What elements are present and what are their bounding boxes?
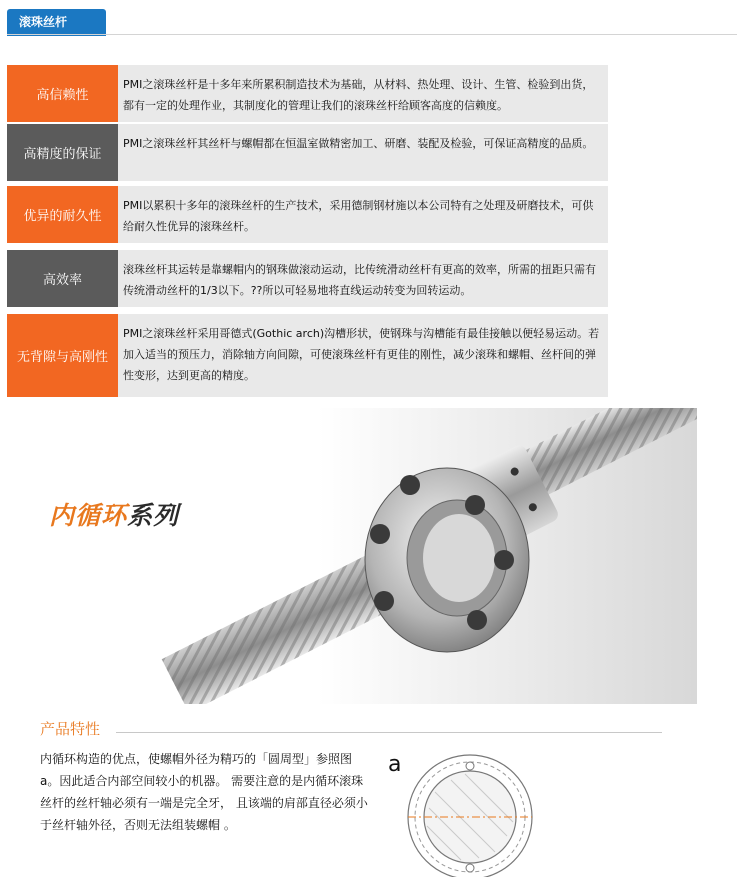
section-divider	[116, 732, 662, 733]
tab-ball-screw[interactable]: 滚珠丝杆	[7, 9, 106, 36]
feature-label: 优异的耐久性	[7, 186, 118, 243]
feature-text: PMI之滚珠丝杆是十多年来所累积制造技术为基础，从材料、热处理、设计、生管、检验到出货，都有一定的处理作业，其制度化的管理让我们的滚珠丝杆给顾客高度的信赖度。	[118, 65, 608, 122]
feature-row-reliability	[7, 65, 608, 122]
feature-row-rigidity	[7, 314, 608, 397]
feature-text: PMI之滚珠丝杆其丝杆与螺帽都在恒温室做精密加工、研磨、装配及检验，可保证高精度的品质。	[118, 124, 608, 181]
feature-label: 高精度的保证	[7, 124, 118, 181]
feature-text: PMI以累积十多年的滚珠丝杆的生产技术，采用德制钢材施以本公司特有之处理及研磨技术，可供给耐久性优异的滚珠丝杆。	[118, 186, 608, 243]
figure-label: a	[388, 752, 402, 777]
section-title: 产品特性	[40, 720, 101, 738]
feature-label: 高信赖性	[7, 65, 118, 122]
feature-label: 无背隙与高刚性	[7, 314, 118, 397]
ball-screw-illustration	[7, 408, 697, 704]
series-title	[49, 496, 179, 532]
feature-row-efficiency	[7, 250, 608, 307]
feature-row-durability	[7, 186, 608, 243]
feature-label: 高效率	[7, 250, 118, 307]
internal-circulation-banner	[7, 408, 697, 704]
top-tab-bar	[0, 0, 737, 36]
circular-nut-diagram	[405, 752, 535, 877]
feature-text: PMI之滚珠丝杆采用哥德式(Gothic arch)沟槽形状，使钢珠与沟槽能有最佳接触以便轻易运动。若加入适当的预压力，消除轴方向间隙，可使滚珠丝杆有更佳的刚性，减少滚珠和螺帽、丝杆间的弹性变形，达到更高的精度。	[118, 314, 608, 397]
section-description: 内循环构造的优点，使螺帽外径为精巧的「圆周型」参照图a。因此适合内部空间较小的机器。 需要注意的是内循环滚珠丝杆的丝杆轴必须有一端是完全牙， 且该端的肩部直径必须小于丝杆轴外径，否则无法组装螺帽 。	[40, 752, 368, 832]
series-title-orange: 内循环	[49, 501, 128, 530]
feature-text: 滚珠丝杆其运转是靠螺帽内的钢珠做滚动运动，比传统滑动丝杆有更高的效率，所需的扭距只需有传统滑动丝杆的1/3以下。??所以可轻易地将直线运动转变为回转运动。	[118, 250, 608, 307]
series-title-dark: 系列	[127, 501, 180, 530]
tab-underline	[7, 34, 737, 35]
feature-row-precision	[7, 124, 608, 181]
